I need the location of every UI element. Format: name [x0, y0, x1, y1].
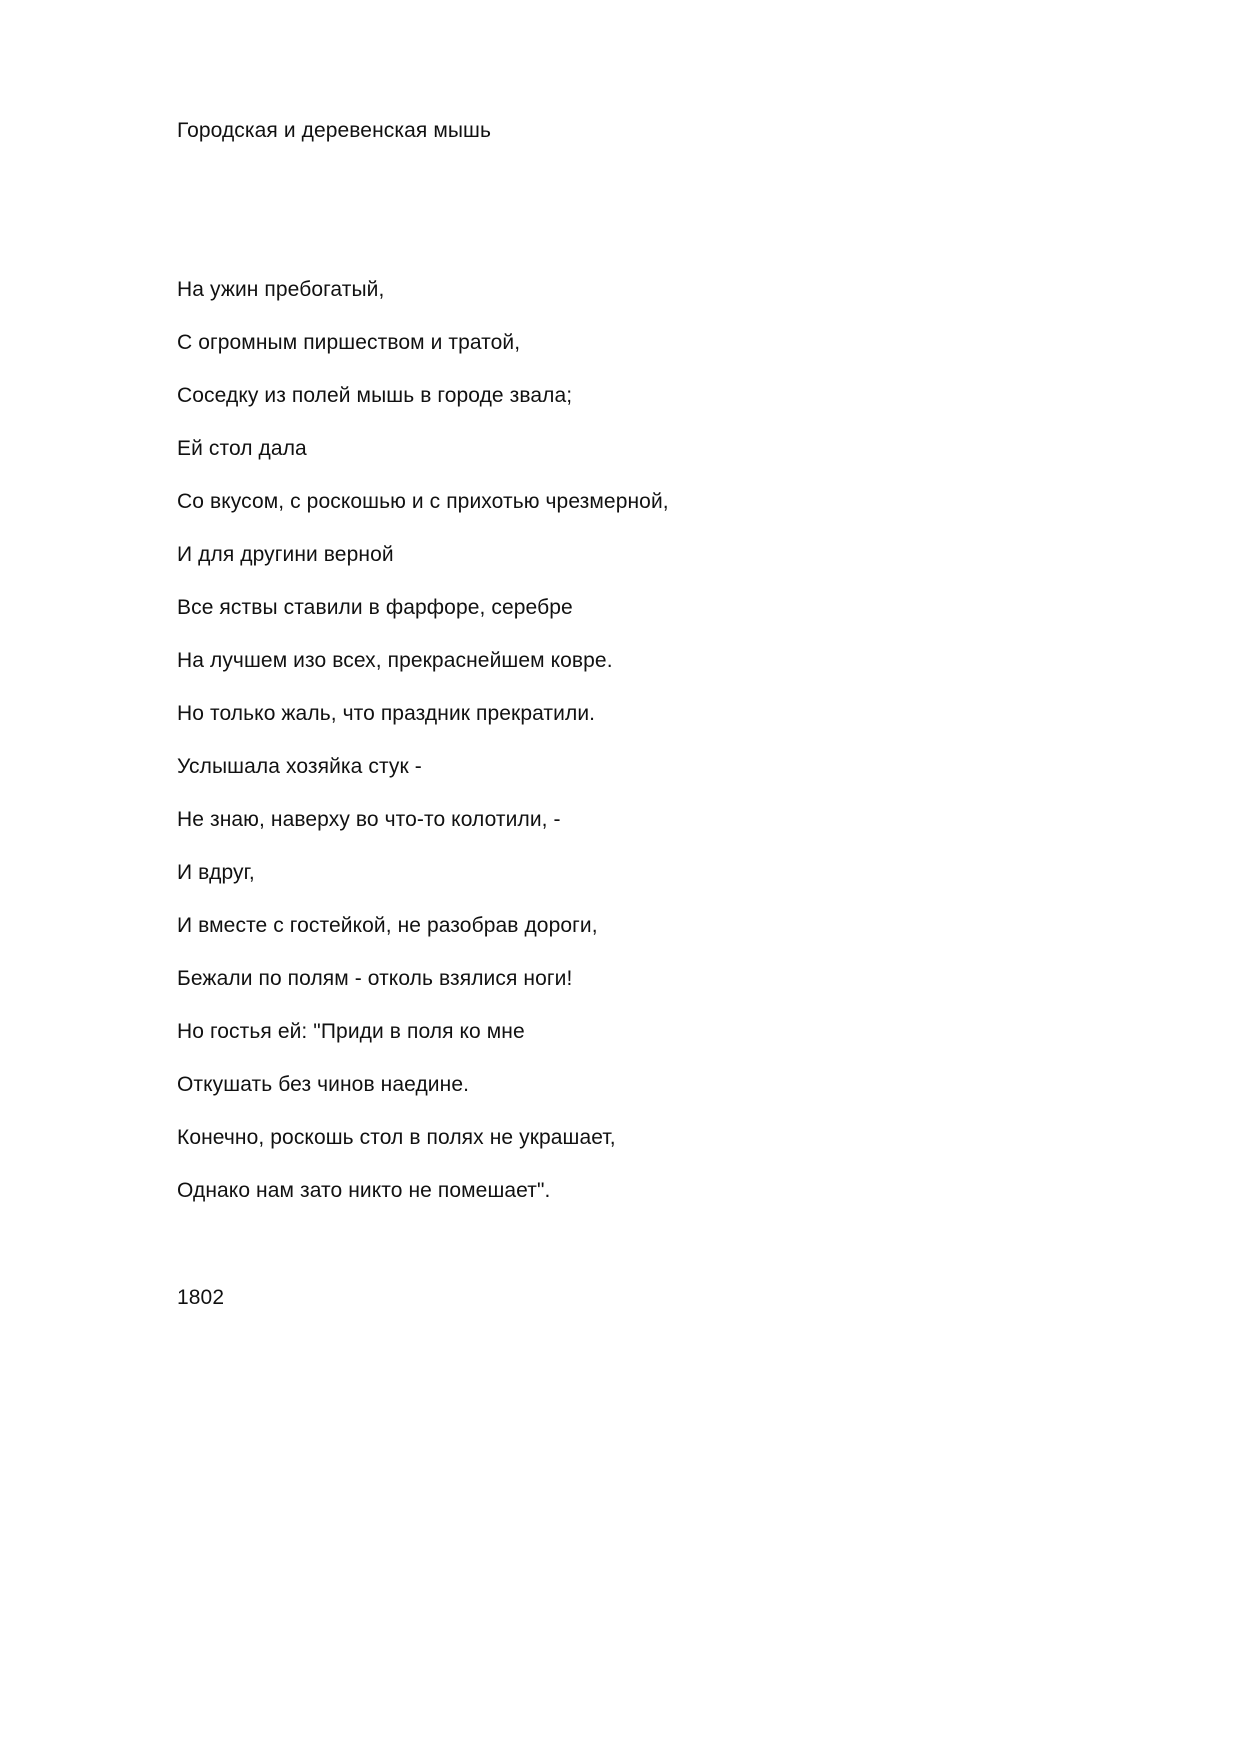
poem-body — [177, 277, 669, 1231]
poem-line: Ей стол дала — [177, 437, 307, 460]
poem-line: Конечно, роскошь стол в полях не украшает, — [177, 1126, 616, 1149]
poem-line: И для другини верной — [177, 543, 394, 566]
poem-line: Все яствы ставили в фарфоре, серебре — [177, 596, 573, 619]
poem-title: Городская и деревенская мышь — [177, 119, 492, 142]
poem-line: Откушать без чинов наедине. — [177, 1073, 470, 1096]
poem-year: 1802 — [177, 1286, 225, 1309]
poem-line: Соседку из полей мышь в городе звала; — [177, 384, 573, 407]
poem-line: Со вкусом, с роскошью и с прихотью чрезмерной, — [177, 490, 669, 513]
poem-line: Бежали по полям - отколь взялися ноги! — [177, 967, 573, 990]
poem-line: И вдруг, — [177, 861, 255, 884]
poem-line: С огромным пиршеством и тратой, — [177, 331, 521, 354]
poem-line: Однако нам зато никто не помешает". — [177, 1179, 551, 1202]
poem-line: На ужин пребогатый, — [177, 278, 385, 301]
poem-line: Но только жаль, что праздник прекратили. — [177, 702, 596, 725]
poem-line: Не знаю, наверху во что-то колотили, - — [177, 808, 561, 831]
poem-line: Услышала хозяйка стук - — [177, 755, 422, 778]
poem-line: На лучшем изо всех, прекраснейшем ковре. — [177, 649, 613, 672]
poem-line: И вместе с гостейкой, не разобрав дороги, — [177, 914, 598, 937]
poem-line: Но гостья ей: "Приди в поля ко мне — [177, 1020, 525, 1043]
